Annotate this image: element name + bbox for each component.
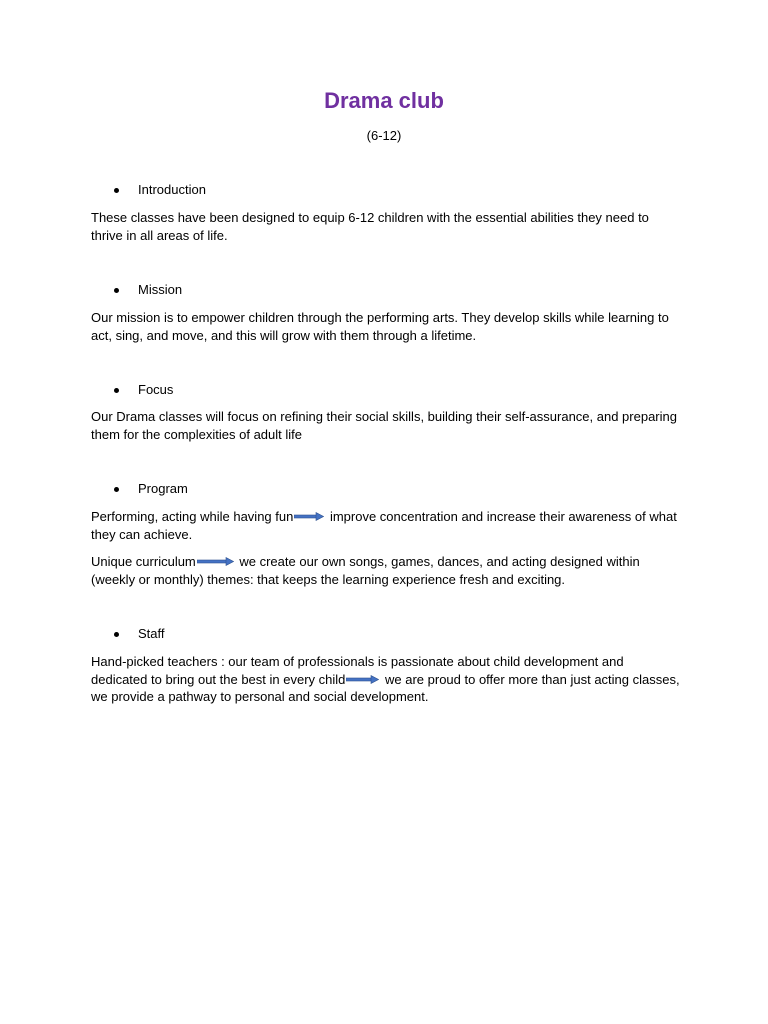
right-arrow-icon	[294, 512, 324, 521]
paragraph-program-performing	[91, 508, 683, 543]
section-heading-staff	[111, 625, 165, 643]
paragraph-text: improve concentration and increase their awareness of what they can achieve.	[91, 509, 677, 542]
section-heading-focus	[111, 381, 173, 399]
section-heading-mission	[111, 281, 182, 299]
paragraph-text: Our mission is to empower children through the performing arts. They develop skills while learning to act, sing, and move, and this will grow with them through a lifetime.	[91, 310, 669, 343]
bullet-icon	[114, 188, 119, 193]
section-heading-label: Focus	[138, 382, 174, 397]
paragraph-text: Unique curriculum	[91, 554, 196, 569]
paragraph-text: we create our own songs, games, dances, and acting designed within (weekly or monthly) themes: that keeps the learning experience fresh and exciting.	[91, 554, 640, 587]
bullet-icon	[114, 288, 119, 293]
paragraph-introduction	[91, 209, 683, 244]
paragraph-text: we are proud to offer more than just acting classes, we provide a pathway to personal and social development.	[91, 671, 680, 705]
right-arrow-icon	[197, 557, 234, 566]
section-heading-introduction	[111, 181, 206, 199]
paragraph-text: Performing, acting while having fun	[91, 509, 294, 524]
document-subtitle: (6-12)	[366, 128, 402, 143]
section-heading-label: Program	[138, 481, 188, 496]
right-arrow-icon	[346, 675, 379, 684]
section-heading-label: Introduction	[138, 182, 206, 197]
paragraph-text: Our Drama classes will focus on refining their social skills, building their self-assurance, and preparing them for the complexities of adult life	[91, 409, 677, 442]
paragraph-text: Hand-picked teachers : our team of professionals is passionate about child development and dedicated to bring out the best in every child	[91, 654, 624, 687]
section-heading-label: Mission	[138, 282, 183, 297]
section-heading-label: Staff	[138, 626, 165, 641]
bullet-icon	[114, 388, 119, 393]
bullet-icon	[114, 632, 119, 637]
paragraph-mission	[91, 309, 683, 344]
section-heading-program	[111, 480, 188, 498]
paragraph-staff	[91, 653, 683, 706]
paragraph-text: These classes have been designed to equip 6-12 children with the essential abilities they need to thrive in all areas of life.	[91, 210, 649, 243]
bullet-icon	[114, 487, 119, 492]
paragraph-focus	[91, 408, 683, 443]
paragraph-program-curriculum	[91, 553, 683, 588]
document-title: Drama club	[324, 88, 444, 113]
